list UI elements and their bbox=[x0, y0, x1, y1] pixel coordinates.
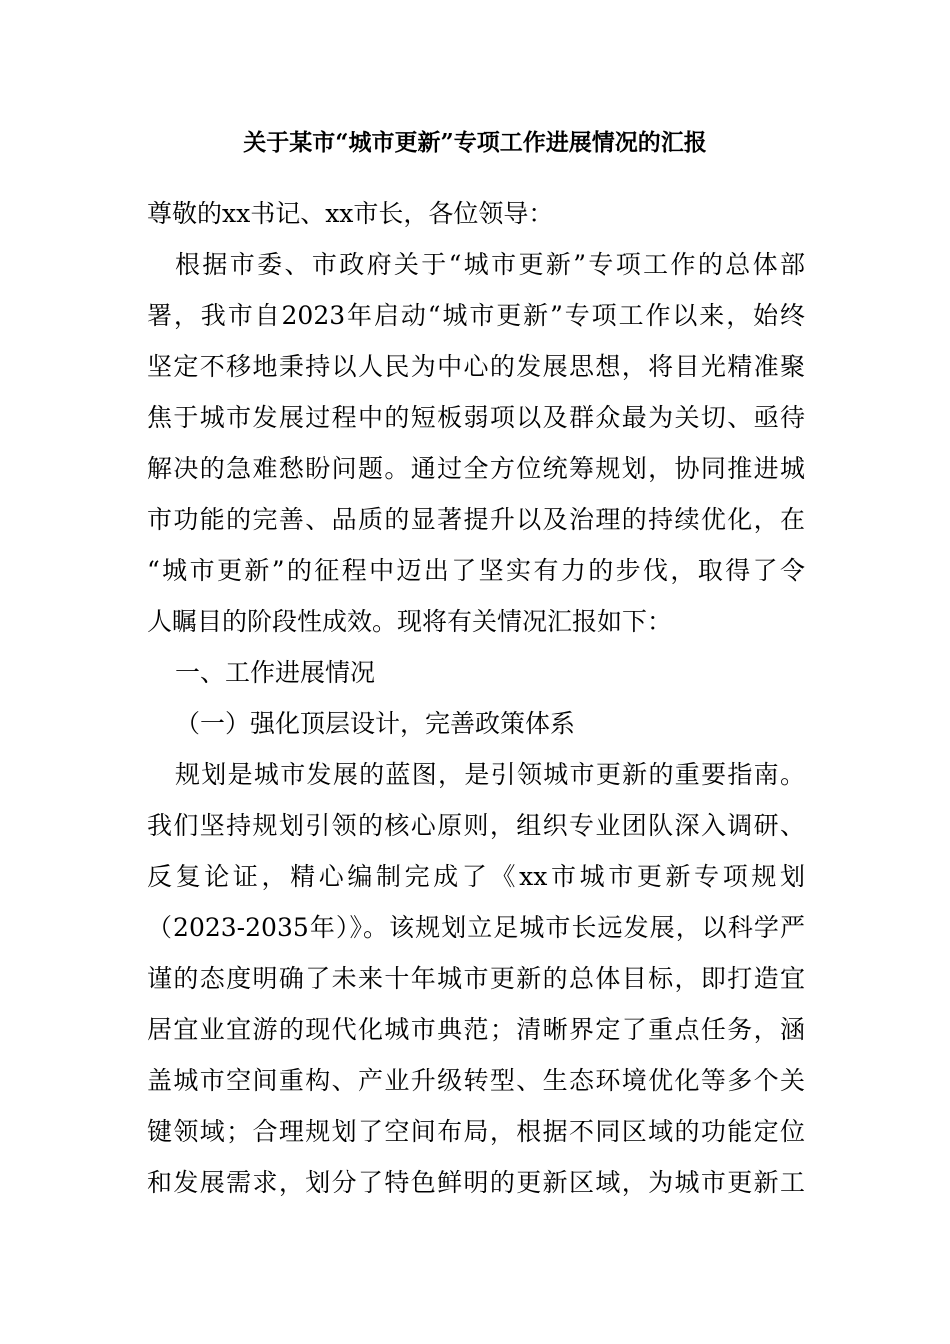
body-line: 根据市委、市政府关于“城市更新”专项工作的总体部 bbox=[175, 250, 805, 279]
body-continued-line: 反复论证，精心编制完成了《xx市城市更新专项规划 bbox=[147, 862, 805, 891]
body-continued-line: 和发展需求，划分了特色鲜明的更新区域，为城市更新工 bbox=[147, 1168, 805, 1197]
body-line: “城市更新”的征程中迈出了坚实有力的步伐，取得了令 bbox=[147, 556, 805, 585]
body-continued-line: 规划是城市发展的蓝图，是引领城市更新的重要指南。 bbox=[175, 760, 805, 789]
body-continued-line: 键领域；合理规划了空间布局，根据不同区域的功能定位 bbox=[147, 1117, 805, 1146]
document-title: 关于某市“城市更新”专项工作进展情况的汇报 bbox=[243, 129, 707, 156]
heading2-line: （一）强化顶层设计，完善政策体系 bbox=[175, 709, 576, 738]
body-line: 市功能的完善、品质的显著提升以及治理的持续优化，在 bbox=[147, 505, 805, 534]
body-line: 署，我市自2023年启动“城市更新”专项工作以来，始终 bbox=[147, 301, 805, 330]
heading1-line: 一、工作进展情况 bbox=[175, 658, 376, 687]
body-continued-line: 盖城市空间重构、产业升级转型、生态环境优化等多个关 bbox=[147, 1066, 805, 1095]
body-continued-line: 谨的态度明确了未来十年城市更新的总体目标，即打造宜 bbox=[147, 964, 805, 993]
body-line: 焦于城市发展过程中的短板弱项以及群众最为关切、亟待 bbox=[147, 403, 805, 432]
body-line: 解决的急难愁盼问题。通过全方位统筹规划，协同推进城 bbox=[147, 454, 805, 483]
body-continued-line: 居宜业宜游的现代化城市典范；清晰界定了重点任务，涵 bbox=[147, 1015, 805, 1044]
salutation-line: 尊敬的xx书记、xx市长，各位领导： bbox=[147, 199, 554, 228]
body-continued-line: 我们坚持规划引领的核心原则，组织专业团队深入调研、 bbox=[147, 811, 805, 840]
body-line: 坚定不移地秉持以人民为中心的发展思想，将目光精准聚 bbox=[147, 352, 805, 381]
body-continued-line: （2023-2035年）》。该规划立足城市长远发展，以科学严 bbox=[147, 913, 805, 942]
body-line: 人瞩目的阶段性成效。现将有关情况汇报如下： bbox=[147, 607, 673, 636]
